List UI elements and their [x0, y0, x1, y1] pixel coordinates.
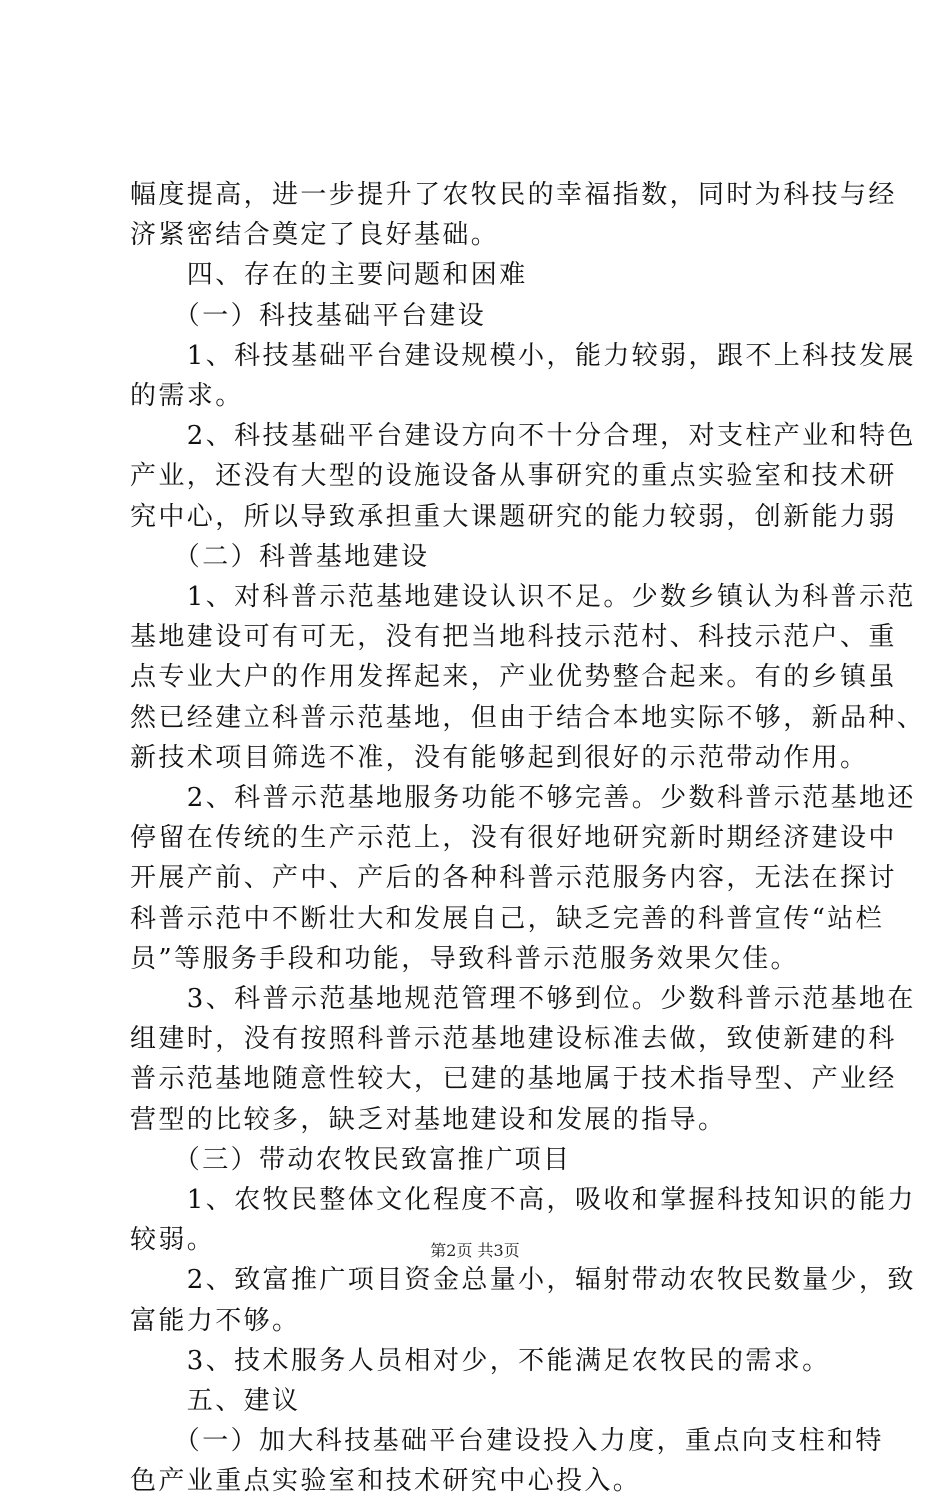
text-line: （三）带动农牧民致富推广项目	[130, 1144, 572, 1175]
text-line: 2、致富推广项目资金总量小，辐射带动农牧民数量少，致	[130, 1265, 916, 1296]
text-line: 科普示范中不断壮大和发展自己，缺乏完善的科普宣传“站栏	[130, 903, 885, 934]
text-line: 五、建议	[130, 1386, 301, 1416]
text-line: 1、科技基础平台建设规模小，能力较弱，跟不上科技发展	[130, 340, 916, 371]
text-line: 营型的比较多，缺乏对基地建设和发展的指导。	[130, 1104, 727, 1135]
text-line: 普示范基地随意性较大，已建的基地属于技术指导型、产业经	[130, 1064, 897, 1095]
text-line: 新技术项目筛选不准，没有能够起到很好的示范带动作用。	[130, 742, 869, 773]
text-line: 幅度提高，进一步提升了农牧民的幸福指数，同时为科技与经	[130, 180, 897, 210]
text-line: 济紧密结合奠定了良好基础。	[130, 220, 500, 251]
text-line: 点专业大户的作用发挥起来，产业优势整合起来。有的乡镇虽	[130, 662, 897, 693]
text-line: 富能力不够。	[130, 1305, 301, 1336]
text-line: 停留在传统的生产示范上，没有很好地研究新时期经济建设中	[130, 823, 897, 854]
text-line: 然已经建立科普示范基地，但由于结合本地实际不够，新品种、	[130, 702, 926, 733]
text-line: 1、对科普示范基地建设认识不足。少数乡镇认为科普示范	[130, 582, 916, 612]
text-line: （一）加大科技基础平台建设投入力度，重点向支柱和特	[130, 1426, 884, 1457]
text-line: 基地建设可有可无，没有把当地科技示范村、科技示范户、重	[130, 622, 897, 653]
text-line: 开展产前、产中、产后的各种科普示范服务内容，无法在探讨	[130, 863, 897, 894]
text-line: 究中心，所以导致承担重大课题研究的能力较弱，创新能力弱	[130, 501, 897, 532]
text-line: 3、科普示范基地规范管理不够到位。少数科普示范基地在	[130, 984, 916, 1014]
text-line: （一）科技基础平台建设	[130, 300, 487, 331]
text-line: 3、技术服务人员相对少，不能满足农牧民的需求。	[130, 1345, 831, 1376]
page-footer: 第2页 共3页	[430, 1241, 520, 1260]
text-line: 色产业重点实验室和技术研究中心投入。	[130, 1466, 642, 1497]
text-line: （二）科普基地建设	[130, 541, 430, 572]
text-line: 2、科技基础平台建设方向不十分合理，对支柱产业和特色	[130, 421, 916, 452]
text-line: 2、科普示范基地服务功能不够完善。少数科普示范基地还	[130, 783, 916, 813]
text-line: 组建时，没有按照科普示范基地建设标准去做，致使新建的科	[130, 1024, 897, 1055]
text-line: 1、农牧民整体文化程度不高，吸收和掌握科技知识的能力	[130, 1185, 916, 1215]
text-line: 的需求。	[130, 381, 244, 411]
text-line: 员”等服务手段和功能，导致科普示范服务效果欠佳。	[130, 943, 799, 974]
text-line: 四、存在的主要问题和困难	[130, 260, 528, 291]
text-line: 较弱。	[130, 1225, 216, 1256]
text-line: 产业，还没有大型的设施设备从事研究的重点实验室和技术研	[130, 461, 897, 492]
